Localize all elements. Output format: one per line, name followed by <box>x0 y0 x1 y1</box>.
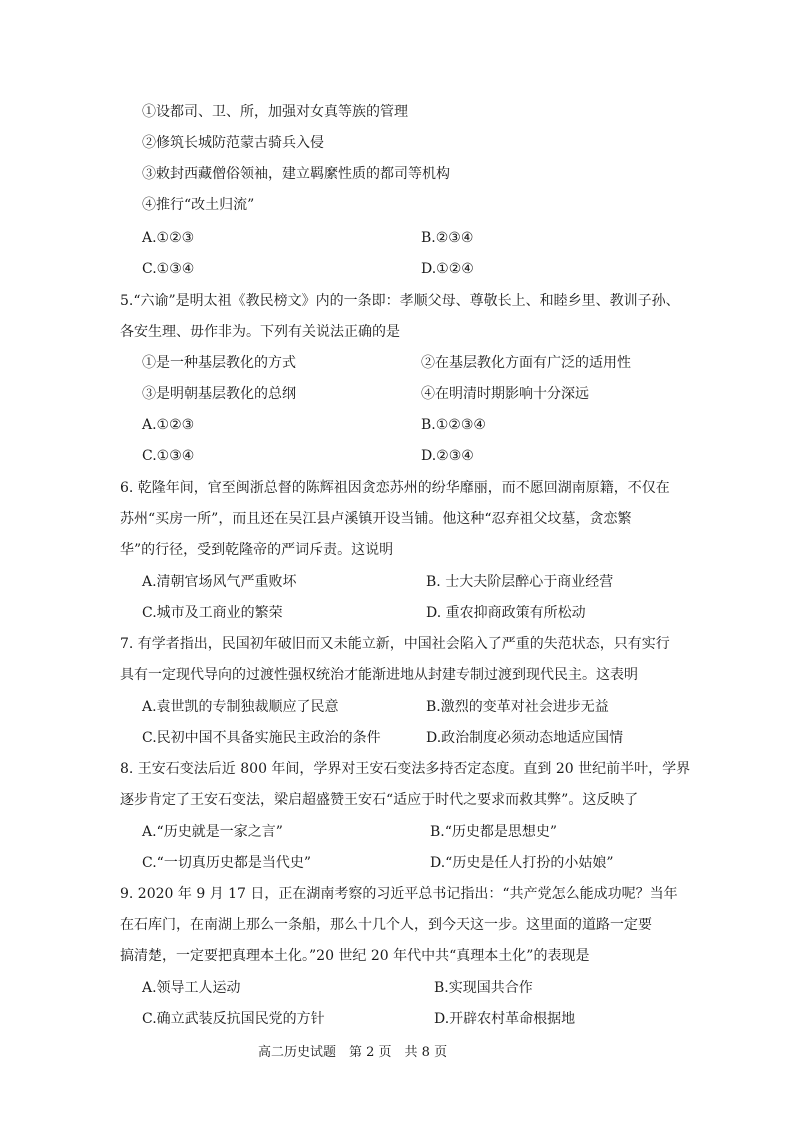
q4-item-2: ②修筑长城防范蒙古骑兵入侵 <box>142 135 324 151</box>
q4-item-4: ④推行“改土归流” <box>142 197 255 213</box>
q7-option-d: D.政治制度必须动态地适应国情 <box>426 730 624 746</box>
q6-option-d: D. 重农抑商政策有所松动 <box>426 605 586 621</box>
q9-stem-line-3: 搞清楚，一定要把真理本土化。”20 世纪 20 年代中共“真理本土化”的表现是 <box>120 948 590 964</box>
q6-option-c: C.城市及工商业的繁荣 <box>142 605 283 621</box>
q9-option-a: A.领导工人运动 <box>142 980 241 996</box>
q6-stem-line-2: 苏州“买房一所”，而且还在吴江县卢溪镇开设当铺。他这种“忍弃祖父坟墓，贪恋繁 <box>120 511 632 527</box>
q5-stem-line-1: 5.“六谕”是明太祖《教民榜文》内的一条即：孝顺父母、尊敬长上、和睦乡里、教训子孙、 <box>120 293 680 309</box>
q7-option-c: C.民初中国不具备实施民主政治的条件 <box>142 730 381 746</box>
q9-stem-line-1: 9. 2020 年 9 月 17 日，正在湖南考察的习近平总书记指出：“共产党怎么能成功呢？当年 <box>120 886 678 902</box>
q5-option-d: D.②③④ <box>421 448 474 464</box>
q9-option-d: D.开辟农村革命根据地 <box>434 1011 576 1027</box>
q8-option-d: D.“历史是任人打扮的小姑娘” <box>430 855 614 871</box>
q5-stem-line-2: 各安生理、毋作非为。下列有关说法正确的是 <box>120 324 400 340</box>
q4-item-1: ①设都司、卫、所，加强对女真等族的管理 <box>142 104 408 120</box>
q7-option-b: B.激烈的变革对社会进步无益 <box>426 699 609 715</box>
q5-item-3: ③是明朝基层教化的总纲 <box>142 386 296 402</box>
q8-stem-line-2: 逐步肯定了王安石变法，梁启超盛赞王安石“适应于时代之要求而救其弊”。这反映了 <box>120 792 639 808</box>
q5-item-4: ④在明清时期影响十分深远 <box>421 386 589 402</box>
q7-stem-line-1: 7. 有学者指出，民国初年破旧而又未能立新，中国社会陷入了严重的失范状态，只有实行 <box>120 636 670 652</box>
q9-option-b: B.实现国共合作 <box>434 980 533 996</box>
q5-item-2: ②在基层教化方面有广泛的适用性 <box>421 355 631 371</box>
q5-option-b: B.①②③④ <box>421 417 486 433</box>
q4-option-a: A.①②③ <box>142 230 195 246</box>
q8-option-b: B.“历史都是思想史” <box>430 824 558 840</box>
q5-option-c: C.①③④ <box>142 448 195 464</box>
q7-stem-line-2: 具有一定现代导向的过渡性强权统治才能渐进地从封建专制过渡到现代民主。这表明 <box>120 667 638 683</box>
q5-item-1: ①是一种基层教化的方式 <box>142 355 296 371</box>
q9-option-c: C.确立武装反抗国民党的方针 <box>142 1011 325 1027</box>
q4-option-b: B.②③④ <box>421 230 474 246</box>
q8-option-a: A.“历史就是一家之言” <box>142 824 283 840</box>
q4-option-d: D.①②④ <box>421 261 474 277</box>
q4-item-3: ③敕封西藏僧俗领袖，建立羁縻性质的都司等机构 <box>142 166 450 182</box>
q6-stem-line-3: 华”的行径，受到乾隆帝的严词斥责。这说明 <box>120 542 394 558</box>
q8-option-c: C.“一切真历史都是当代史” <box>142 855 311 871</box>
page-footer: 高二历史试题 第 2 页 共 8 页 <box>258 1045 448 1060</box>
q6-stem-line-1: 6. 乾隆年间，官至闽浙总督的陈辉祖因贪恋苏州的纷华靡丽，而不愿回湖南原籍，不仅在 <box>120 480 670 496</box>
q6-option-a: A.清朝官场风气严重败坏 <box>142 574 297 590</box>
q7-option-a: A.袁世凯的专制独裁顺应了民意 <box>142 699 339 715</box>
q8-stem-line-1: 8. 王安石变法后近 800 年间，学界对王安石变法多持否定态度。直到 20 世纪前半叶，学界 <box>120 761 691 777</box>
q5-option-a: A.①②③ <box>142 417 195 433</box>
q6-option-b: B. 士大夫阶层醉心于商业经营 <box>426 574 614 590</box>
q4-option-c: C.①③④ <box>142 261 195 277</box>
q9-stem-line-2: 在石库门，在南湖上那么一条船，那么十几个人，到今天这一步。这里面的道路一定要 <box>120 917 652 933</box>
